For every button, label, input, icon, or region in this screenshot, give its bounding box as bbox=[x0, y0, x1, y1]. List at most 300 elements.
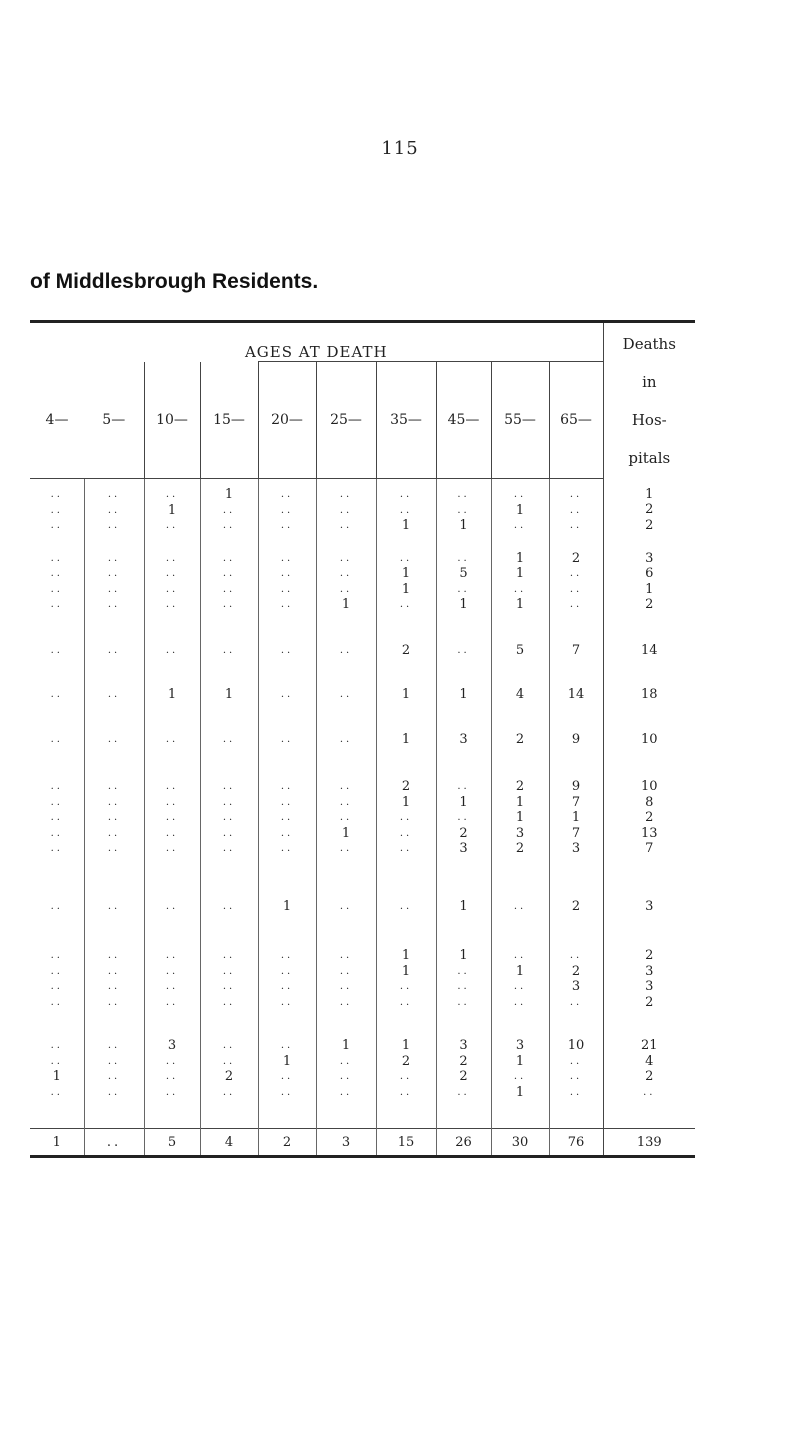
age-column-cell bbox=[84, 635, 144, 680]
table-value: .. bbox=[339, 1055, 353, 1067]
table-value: .. bbox=[280, 552, 294, 564]
table-value: 10 bbox=[641, 779, 658, 795]
table-value: 3 bbox=[645, 979, 654, 995]
table-value: .. bbox=[107, 1071, 121, 1083]
deaths-header-line: Deaths bbox=[622, 334, 676, 353]
table-value: .. bbox=[569, 568, 583, 580]
table-value: 3 bbox=[167, 1038, 177, 1054]
age-column-cell bbox=[376, 940, 436, 1030]
table-value: .. bbox=[643, 1086, 656, 1098]
table-value: .. bbox=[165, 568, 179, 580]
table-value: 2 bbox=[459, 1069, 468, 1085]
table-value: .. bbox=[50, 1040, 63, 1052]
table-value: .. bbox=[513, 1071, 527, 1083]
table-value: .. bbox=[50, 489, 63, 500]
age-column-cell bbox=[200, 940, 258, 1030]
table-value: .. bbox=[50, 996, 63, 1008]
deaths-in-hospitals-cell bbox=[603, 635, 695, 680]
table-value: 2 bbox=[645, 597, 654, 613]
table-value: .. bbox=[107, 599, 121, 611]
deaths-in-hospitals-cell bbox=[603, 771, 695, 891]
table-value: 1 bbox=[571, 810, 581, 826]
table-value: 2 bbox=[645, 1069, 654, 1085]
table-value: 1 bbox=[167, 687, 177, 703]
age-column-cell bbox=[258, 724, 316, 771]
age-column-cell bbox=[316, 1030, 376, 1128]
age-column-cell bbox=[258, 891, 316, 940]
table-value: 1 bbox=[282, 1053, 292, 1069]
table-value: .. bbox=[280, 734, 294, 746]
table-value: 1 bbox=[401, 687, 411, 703]
table-value: .. bbox=[513, 996, 527, 1008]
table-value: .. bbox=[222, 1040, 236, 1052]
table-value: .. bbox=[513, 950, 527, 962]
table-value: .. bbox=[457, 583, 470, 595]
cause-group-row bbox=[30, 479, 695, 543]
age-column-cell bbox=[491, 891, 549, 940]
table-value: .. bbox=[280, 843, 294, 855]
table-value: .. bbox=[569, 520, 583, 531]
column-header-age-35: 35— bbox=[376, 362, 436, 479]
deaths-in-hospitals-cell bbox=[603, 1030, 695, 1128]
age-column-cell bbox=[200, 1030, 258, 1128]
age-column-cell bbox=[491, 771, 549, 891]
table-value: .. bbox=[50, 901, 63, 913]
age-column-cell bbox=[258, 479, 316, 543]
total-cell: 4 bbox=[200, 1129, 258, 1157]
table-value: .. bbox=[513, 520, 527, 531]
table-value: 3 bbox=[645, 963, 654, 979]
table-value: 1 bbox=[224, 487, 234, 502]
age-column-cell bbox=[491, 543, 549, 635]
age-column-cell bbox=[316, 479, 376, 543]
table-value: .. bbox=[50, 796, 63, 808]
table-value: .. bbox=[513, 489, 527, 500]
age-column-cell bbox=[30, 479, 84, 543]
table-value: .. bbox=[399, 812, 413, 824]
age-column-cell bbox=[376, 635, 436, 680]
table-value: 10 bbox=[641, 732, 658, 748]
age-column-cell bbox=[491, 724, 549, 771]
table-value: .. bbox=[107, 1055, 121, 1067]
age-column-cell bbox=[436, 891, 491, 940]
table-value: .. bbox=[339, 981, 353, 993]
column-header-age-20: 20— bbox=[258, 362, 316, 479]
table-value: 10 bbox=[567, 1038, 585, 1054]
table-value: 3 bbox=[571, 979, 581, 995]
table-value: 5 bbox=[459, 566, 468, 582]
table-value: .. bbox=[165, 1055, 179, 1067]
deaths-in-hospitals-cell bbox=[603, 479, 695, 543]
table-value: .. bbox=[280, 996, 294, 1008]
table-value: 1 bbox=[459, 899, 468, 915]
table-value: .. bbox=[222, 583, 236, 595]
table-value: .. bbox=[457, 489, 470, 500]
column-header-age-4: 4— bbox=[30, 362, 84, 479]
table-value: 7 bbox=[645, 841, 654, 857]
table-value: .. bbox=[50, 827, 63, 839]
table-value: 13 bbox=[641, 825, 658, 841]
table-value: 2 bbox=[401, 642, 411, 658]
table-value: .. bbox=[107, 843, 121, 855]
table-value: .. bbox=[280, 689, 294, 701]
age-column-cell bbox=[549, 891, 603, 940]
table-value: 1 bbox=[401, 581, 411, 597]
table-value: .. bbox=[165, 950, 179, 962]
table-value: 1 bbox=[401, 732, 411, 748]
table-value: 1 bbox=[515, 597, 525, 613]
table-value: 9 bbox=[571, 732, 581, 748]
table-value: .. bbox=[165, 599, 179, 611]
table-value: .. bbox=[50, 568, 63, 580]
table-value: .. bbox=[339, 568, 353, 580]
total-cell: 5 bbox=[144, 1129, 200, 1157]
table-value: 2 bbox=[401, 779, 411, 795]
table-value: .. bbox=[339, 552, 353, 564]
table-value: .. bbox=[339, 950, 353, 962]
age-column-cell bbox=[436, 479, 491, 543]
age-column-cell bbox=[84, 891, 144, 940]
table-value: .. bbox=[222, 599, 236, 611]
table-value: .. bbox=[513, 901, 527, 913]
cause-group-row bbox=[30, 635, 695, 680]
column-header-age-25: 25— bbox=[316, 362, 376, 479]
deaths-header-line: pitals bbox=[628, 448, 671, 467]
table-value: .. bbox=[399, 552, 413, 564]
table-value: .. bbox=[165, 796, 179, 808]
table-value: 2 bbox=[645, 948, 654, 964]
age-column-cell bbox=[549, 635, 603, 680]
table-value: .. bbox=[165, 734, 179, 746]
total-cell: 15 bbox=[376, 1129, 436, 1157]
cause-group-row bbox=[30, 771, 695, 891]
age-column-cell bbox=[316, 635, 376, 680]
table-value: .. bbox=[107, 644, 121, 656]
column-header-age-45: 45— bbox=[436, 362, 491, 479]
age-column-cell bbox=[491, 1030, 549, 1128]
total-cell: .. bbox=[84, 1129, 144, 1157]
age-column-cell bbox=[84, 543, 144, 635]
table-value: 2 bbox=[571, 899, 581, 915]
table-value: 1 bbox=[515, 502, 525, 518]
table-value: .. bbox=[339, 796, 353, 808]
table-value: .. bbox=[107, 1086, 121, 1098]
table-value: .. bbox=[280, 981, 294, 993]
table-value: 7 bbox=[571, 825, 581, 841]
ages-at-death-table bbox=[30, 320, 695, 1158]
table-value: 2 bbox=[645, 994, 654, 1010]
table-value: .. bbox=[457, 981, 470, 993]
age-column-cell bbox=[549, 679, 603, 724]
table-value: .. bbox=[107, 965, 121, 977]
age-column-cell bbox=[258, 679, 316, 724]
table-value: .. bbox=[165, 520, 179, 531]
table-value: 9 bbox=[571, 779, 581, 795]
table-value: .. bbox=[165, 583, 179, 595]
table-value: 1 bbox=[459, 597, 468, 613]
age-column-cell bbox=[30, 724, 84, 771]
table-value: .. bbox=[222, 1086, 236, 1098]
age-column-cell bbox=[84, 724, 144, 771]
table-value: 2 bbox=[645, 517, 654, 533]
age-column-cell bbox=[144, 771, 200, 891]
table-value: 1 bbox=[515, 566, 525, 582]
total-deaths-in-hospitals: 139 bbox=[603, 1129, 695, 1157]
total-cell: 30 bbox=[491, 1129, 549, 1157]
table-value: .. bbox=[339, 734, 353, 746]
age-column-cell bbox=[436, 543, 491, 635]
table-value: .. bbox=[339, 583, 353, 595]
table-value: .. bbox=[107, 981, 121, 993]
table-value: 1 bbox=[459, 687, 468, 703]
table-value: .. bbox=[107, 583, 121, 595]
table-value: 2 bbox=[515, 841, 525, 857]
table-value: .. bbox=[222, 901, 236, 913]
table-value: 1 bbox=[401, 948, 411, 964]
table-value: .. bbox=[399, 901, 413, 913]
table-value: .. bbox=[165, 965, 179, 977]
table-value: .. bbox=[569, 1055, 583, 1067]
table-value: .. bbox=[457, 1086, 470, 1098]
column-header-age-10: 10— bbox=[144, 362, 200, 479]
table-value: .. bbox=[569, 950, 583, 962]
total-cell: 2 bbox=[258, 1129, 316, 1157]
age-column-cell bbox=[200, 891, 258, 940]
page-title: of Middlesbrough Residents. bbox=[30, 270, 319, 293]
table-value: .. bbox=[107, 950, 121, 962]
table-value: 1 bbox=[645, 486, 654, 502]
table-value: 8 bbox=[645, 794, 654, 810]
cause-group-row bbox=[30, 891, 695, 940]
table-value: 2 bbox=[459, 825, 468, 841]
table-value: .. bbox=[280, 644, 294, 656]
age-column-cell bbox=[30, 771, 84, 891]
table-value: .. bbox=[339, 1086, 353, 1098]
age-column-cell bbox=[316, 891, 376, 940]
table-value: 3 bbox=[645, 899, 654, 915]
table-value: .. bbox=[50, 981, 63, 993]
table-value: .. bbox=[165, 644, 179, 656]
table-value: 1 bbox=[167, 502, 177, 518]
table-value: .. bbox=[280, 489, 294, 500]
table-value: 1 bbox=[645, 581, 654, 597]
age-column-cell bbox=[316, 679, 376, 724]
table-value: 3 bbox=[459, 1038, 468, 1054]
table-value: 3 bbox=[515, 825, 525, 841]
table-value: .. bbox=[399, 1086, 413, 1098]
table-value: 2 bbox=[571, 963, 581, 979]
table-value: .. bbox=[280, 1086, 294, 1098]
table-value: .. bbox=[50, 950, 63, 962]
age-column-cell bbox=[84, 1030, 144, 1128]
table-value: .. bbox=[339, 489, 353, 500]
age-column-cell bbox=[84, 940, 144, 1030]
total-cell: 76 bbox=[549, 1129, 603, 1157]
deaths-in-hospitals-cell bbox=[603, 891, 695, 940]
table-value: .. bbox=[222, 781, 236, 793]
table-value: 1 bbox=[515, 794, 525, 810]
table-value: .. bbox=[457, 781, 470, 793]
table-value: .. bbox=[50, 781, 63, 793]
table-value: .. bbox=[513, 981, 527, 993]
age-column-cell bbox=[436, 635, 491, 680]
age-column-cell bbox=[491, 679, 549, 724]
age-column-cell bbox=[200, 543, 258, 635]
table-value: 1 bbox=[459, 794, 468, 810]
table-value: 7 bbox=[571, 794, 581, 810]
table-value: .. bbox=[107, 996, 121, 1008]
age-column-cell bbox=[84, 679, 144, 724]
table-value: 18 bbox=[641, 687, 658, 703]
deaths-in-hospitals-cell bbox=[603, 724, 695, 771]
page-number: 115 bbox=[381, 138, 419, 159]
table-value: 14 bbox=[641, 642, 658, 658]
cause-group-row bbox=[30, 940, 695, 1030]
age-column-cell bbox=[200, 479, 258, 543]
table-value: 3 bbox=[515, 1038, 525, 1054]
age-column-cell bbox=[376, 724, 436, 771]
age-column-cell bbox=[30, 679, 84, 724]
table-value: 5 bbox=[515, 642, 525, 658]
age-column-cell bbox=[144, 1030, 200, 1128]
column-header-age-65: 65— bbox=[549, 362, 603, 479]
table-value: .. bbox=[457, 812, 470, 824]
age-column-cell bbox=[316, 724, 376, 771]
table-value: .. bbox=[339, 965, 353, 977]
table-value: .. bbox=[339, 781, 353, 793]
table-value: 7 bbox=[571, 642, 581, 658]
age-column-cell bbox=[200, 679, 258, 724]
table-value: .. bbox=[457, 552, 470, 564]
column-header-age-5: 5— bbox=[84, 362, 144, 479]
table-value: .. bbox=[165, 552, 179, 564]
cause-group-row bbox=[30, 679, 695, 724]
age-column-cell bbox=[549, 1030, 603, 1128]
total-cell: 1 bbox=[30, 1129, 84, 1157]
table-value: .. bbox=[50, 583, 63, 595]
table-value: .. bbox=[339, 996, 353, 1008]
table-value: .. bbox=[222, 812, 236, 824]
age-column-cell bbox=[258, 1030, 316, 1128]
age-column-cell bbox=[30, 543, 84, 635]
table-value: .. bbox=[107, 504, 121, 516]
table-value: 1 bbox=[52, 1069, 61, 1085]
table-value: .. bbox=[222, 996, 236, 1008]
table-value: 1 bbox=[515, 963, 525, 979]
table-value: .. bbox=[107, 520, 121, 531]
table-value: .. bbox=[569, 1086, 583, 1098]
age-column-cell bbox=[549, 543, 603, 635]
table-value: 2 bbox=[571, 550, 581, 566]
cause-group-row bbox=[30, 724, 695, 771]
age-column-cell bbox=[491, 479, 549, 543]
table-value: .. bbox=[399, 996, 413, 1008]
table-value: .. bbox=[339, 1071, 353, 1083]
table-value: 2 bbox=[515, 779, 525, 795]
age-column-cell bbox=[144, 679, 200, 724]
age-column-cell bbox=[200, 635, 258, 680]
age-column-cell bbox=[376, 543, 436, 635]
table-value: .. bbox=[222, 504, 236, 516]
table-value: .. bbox=[165, 489, 179, 500]
table-value: 2 bbox=[515, 732, 525, 748]
table-value: .. bbox=[50, 1055, 63, 1067]
table-value: .. bbox=[50, 965, 63, 977]
table-value: 2 bbox=[459, 1053, 468, 1069]
age-column-cell bbox=[436, 724, 491, 771]
age-column-cell bbox=[258, 543, 316, 635]
table-value: .. bbox=[569, 599, 583, 611]
column-header-age-55: 55— bbox=[491, 362, 549, 479]
table-value: 1 bbox=[401, 1038, 411, 1054]
table-value: .. bbox=[222, 734, 236, 746]
table-value: 2 bbox=[645, 810, 654, 826]
table-value: 3 bbox=[645, 550, 654, 566]
table-value: 1 bbox=[515, 1053, 525, 1069]
table-value: .. bbox=[50, 812, 63, 824]
table-value: 2 bbox=[645, 502, 654, 517]
table-value: .. bbox=[222, 965, 236, 977]
table-value: .. bbox=[339, 689, 353, 701]
column-header-age-15: 15— bbox=[200, 362, 258, 479]
table-value: 1 bbox=[341, 597, 351, 613]
table-value: .. bbox=[50, 644, 63, 656]
table-value: .. bbox=[222, 796, 236, 808]
table-value: .. bbox=[399, 599, 413, 611]
table-value: 1 bbox=[341, 825, 351, 841]
table-value: .. bbox=[107, 781, 121, 793]
table-value: 1 bbox=[515, 1084, 525, 1100]
table-value: .. bbox=[280, 1040, 294, 1052]
table-value: .. bbox=[50, 734, 63, 746]
age-column-cell bbox=[84, 479, 144, 543]
table-value: .. bbox=[50, 689, 63, 701]
table-value: .. bbox=[107, 796, 121, 808]
table-value: .. bbox=[222, 827, 236, 839]
table-value: 1 bbox=[459, 518, 468, 533]
age-column-cell bbox=[258, 635, 316, 680]
table-value: 1 bbox=[401, 566, 411, 582]
table-value: .. bbox=[165, 1071, 179, 1083]
age-column-cell bbox=[376, 771, 436, 891]
table-value: .. bbox=[280, 812, 294, 824]
table-value: 2 bbox=[401, 1053, 411, 1069]
table-value: .. bbox=[165, 827, 179, 839]
age-column-cell bbox=[549, 479, 603, 543]
age-column-cell bbox=[436, 940, 491, 1030]
table-value: 14 bbox=[567, 687, 585, 703]
table-body bbox=[30, 479, 695, 1129]
table-value: .. bbox=[513, 583, 527, 595]
table-value: .. bbox=[457, 644, 470, 656]
age-column-cell bbox=[316, 771, 376, 891]
table-value: .. bbox=[222, 843, 236, 855]
total-cell: 26 bbox=[436, 1129, 491, 1157]
table-value: 1 bbox=[224, 687, 234, 703]
table-value: .. bbox=[50, 599, 63, 611]
cause-group-row bbox=[30, 543, 695, 635]
table-value: .. bbox=[107, 689, 121, 701]
table-value: 1 bbox=[515, 550, 525, 566]
table-value: .. bbox=[569, 504, 583, 516]
table-value: .. bbox=[457, 504, 470, 516]
age-column-cell bbox=[491, 635, 549, 680]
table-value: .. bbox=[107, 489, 121, 500]
table-value: .. bbox=[280, 965, 294, 977]
table-value: .. bbox=[399, 1071, 413, 1083]
table-value: .. bbox=[222, 568, 236, 580]
table-value: .. bbox=[399, 843, 413, 855]
